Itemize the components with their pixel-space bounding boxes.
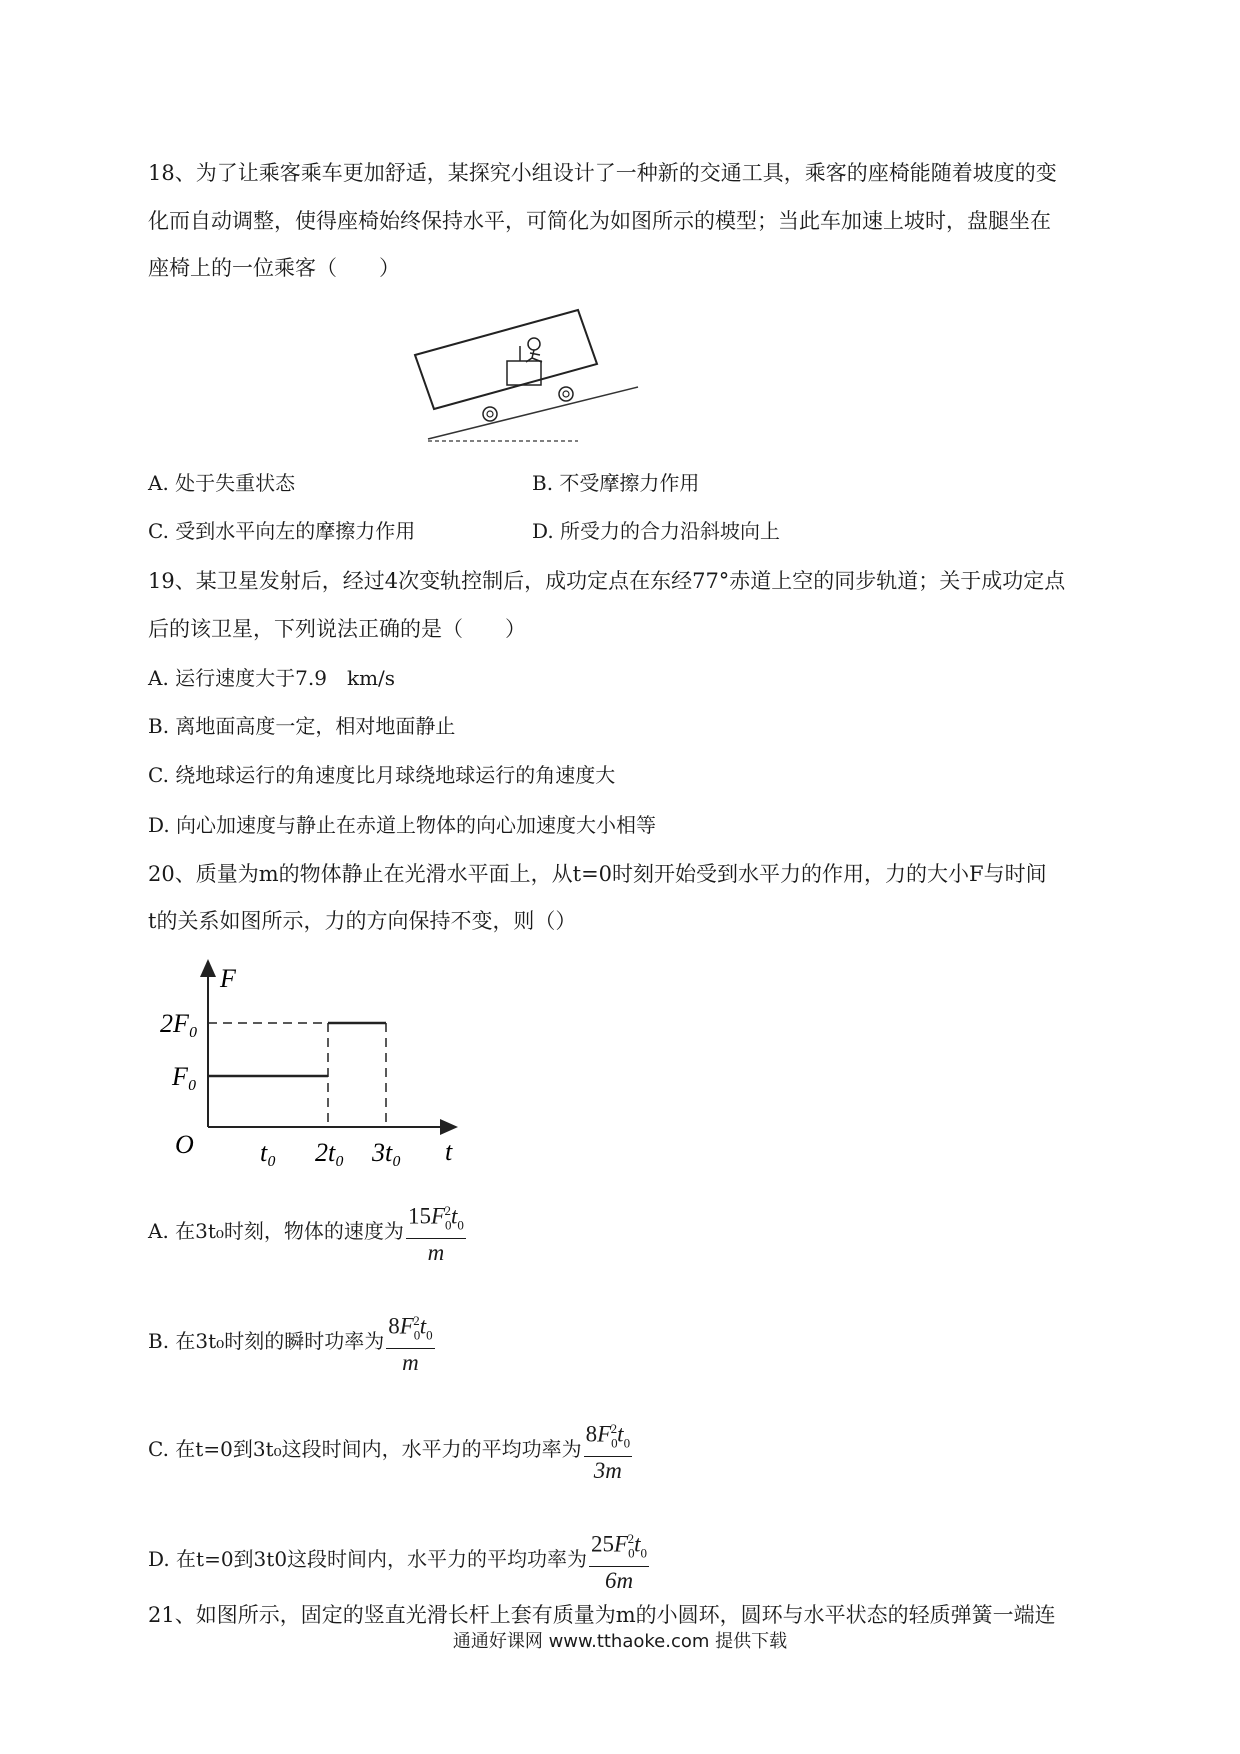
wheel-front — [559, 387, 573, 401]
q20-line-1: 20、质量为m的物体静止在光滑水平面上，从t=0时刻开始受到水平力的作用，力的大小F与时间 — [148, 862, 1047, 886]
q20-option-c-text: C. 在t=0到3t₀这段时间内，水平力的平均功率为 — [148, 1437, 582, 1462]
q20-option-b-fraction: $\frac{8F_0^2t_0}{m}$ — [386, 1308, 434, 1377]
q19-line-1: 19、某卫星发射后，经过4次变轨控制后，成功定点在东经77°赤道上空的同步轨道；关于成功定点 — [148, 569, 1066, 593]
q19-option-d: D. 向心加速度与静止在赤道上物体的向心加速度大小相等 — [148, 813, 657, 837]
q19-option-c: C. 绕地球运行的角速度比月球绕地球运行的角速度大 — [148, 763, 616, 787]
q20-option-d-text: D. 在t=0到3t0这段时间内，水平力的平均功率为 — [148, 1547, 588, 1572]
q19-option-a: A. 运行速度大于7.9 km/s — [148, 666, 396, 690]
q18-vehicle-on-slope-figure — [410, 308, 650, 448]
q20-option-a-fraction: $\frac{15F_0^2t_0}{m}$ — [406, 1198, 466, 1267]
q20-option-d-fraction: $\frac{25F_0^2t_0}{6m}$ — [589, 1526, 649, 1595]
x-tick-t0: t₀ — [260, 1138, 277, 1167]
q20-line-2: t的关系如图所示，力的方向保持不变，则（） — [148, 909, 577, 933]
page-footer: 通通好课网 www.tthaoke.com 提供下载 — [452, 1631, 788, 1652]
q18-option-a: A. 处于失重状态 — [148, 471, 296, 495]
q20-option-b — [148, 1308, 435, 1377]
y-axis-label: F — [220, 964, 236, 993]
q18-line-1: 18、为了让乘客乘车更加舒适，某探究小组设计了一种新的交通工具，乘客的座椅能随着坡度的变 — [148, 161, 1057, 185]
vehicle-body — [415, 310, 597, 409]
x-axis-label: t — [445, 1137, 453, 1166]
x-tick-3t0: 3t₀ — [372, 1138, 402, 1167]
slope-line — [428, 387, 638, 439]
q20-force-time-graph — [150, 955, 470, 1170]
q18-option-b: B. 不受摩擦力作用 — [532, 471, 700, 495]
passenger-body — [526, 350, 542, 362]
q20-option-b-text: B. 在3t₀时刻的瞬时功率为 — [148, 1329, 385, 1354]
origin-label: O — [175, 1130, 194, 1159]
q20-option-c-fraction: $\frac{8F_0^2t_0}{3m}$ — [584, 1416, 632, 1485]
q21-line-1: 21、如图所示，固定的竖直光滑长杆上套有质量为m的小圆环，圆环与水平状态的轻质弹簧一端连 — [148, 1603, 1056, 1627]
q18-option-c: C. 受到水平向左的摩擦力作用 — [148, 519, 416, 543]
passenger-head — [528, 338, 540, 350]
q19-line-2: 后的该卫星，下列说法正确的是（ ） — [148, 617, 526, 641]
q18-line-3: 座椅上的一位乘客（ ） — [148, 256, 400, 280]
q20-option-a — [148, 1198, 466, 1267]
q20-option-a-text: A. 在3t₀时刻，物体的速度为 — [148, 1219, 404, 1244]
y-tick-2f0: 2F₀ — [160, 1009, 198, 1038]
q18-line-2: 化而自动调整，使得座椅始终保持水平，可简化为如图所示的模型；当此车加速上坡时，盘腿坐在 — [148, 209, 1051, 233]
y-tick-f0: F₀ — [172, 1062, 197, 1091]
q18-option-d: D. 所受力的合力沿斜坡向上 — [532, 519, 781, 543]
q19-option-b: B. 离地面高度一定，相对地面静止 — [148, 714, 456, 738]
q20-option-d — [148, 1526, 649, 1595]
x-tick-2t0: 2t₀ — [315, 1138, 345, 1167]
wheel-rear — [483, 407, 497, 421]
q20-option-c — [148, 1416, 632, 1485]
